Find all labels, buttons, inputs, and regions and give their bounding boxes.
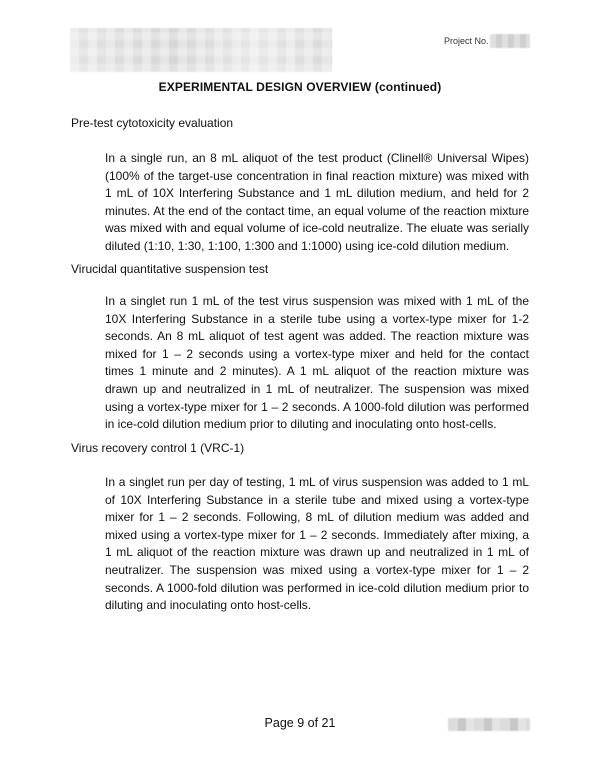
redacted-project-number <box>490 34 530 48</box>
page-title: EXPERIMENTAL DESIGN OVERVIEW (continued) <box>158 80 442 94</box>
page-number: Page 9 of 21 <box>264 716 336 730</box>
section-heading-cytotoxicity: Pre-test cytotoxicity evaluation <box>71 116 234 130</box>
section-paragraph-cytotoxicity: In a single run, an 8 mL aliquot of the test product (Clinell® Universal Wipes) (100% of the target-use concentration in final reaction mixture) was mixed with 1 mL of 10X Interfering Substance and 1 mL dilution medium, and held for 2 minutes. At the end of the contact time, an equal volume of the reaction mixture was mixed with and equal volume of ice-cold neutralize. The eluate was serially diluted (1:10, 1:30, 1:100, 1:300 and 1:1000) using ice-cold dilution medium. <box>105 151 529 253</box>
redacted-footer-block <box>448 718 530 731</box>
section-heading-vrc1: Virus recovery control 1 (VRC-1) <box>71 441 245 455</box>
section-paragraph-vrc1: In a singlet run per day of testing, 1 mL of virus suspension was added to 1 mL of 10X Interfering Substance in a sterile tube and mixed using a vortex-type mixer for 1 – 2 seconds. Following, 8 mL of dilution medium was added and mixed using a vortex-type mixer for 1 – 2 seconds. Immediately after mixing, a 1 mL aliquot of the reaction mixture was drawn up and neutralized in 1 mL of neutralizer. The suspension was mixed using a vortex-type mixer for 1 – 2 seconds. A 1000-fold dilution was performed in ice-cold dilution medium prior to diluting and inoculating onto host-cells. <box>105 475 529 613</box>
section-heading-suspension-test: Virucidal quantitative suspension test <box>71 262 269 276</box>
section-paragraph-suspension-test: In a singlet run 1 mL of the test virus suspension was mixed with 1 mL of the 10X Interfering Substance in a sterile tube using a vortex-type mixer for 1-2 seconds. An 8 mL aliquot of test agent was added. The reaction mixture was mixed for 1 – 2 seconds using a vortex-type mixer and held for the contact times 1 minute and 2 minutes). A 1 mL aliquot of the reaction mixture was drawn up and neutralized in 1 mL of neutralizer. The suspension was mixed using a vortex-type mixer for 1 – 2 seconds. A 1000-fold dilution was performed in ice-cold dilution medium prior to diluting and inoculating onto host-cells. <box>105 294 529 432</box>
redacted-header-block <box>70 28 332 72</box>
project-number-label: Project No. <box>444 36 489 46</box>
